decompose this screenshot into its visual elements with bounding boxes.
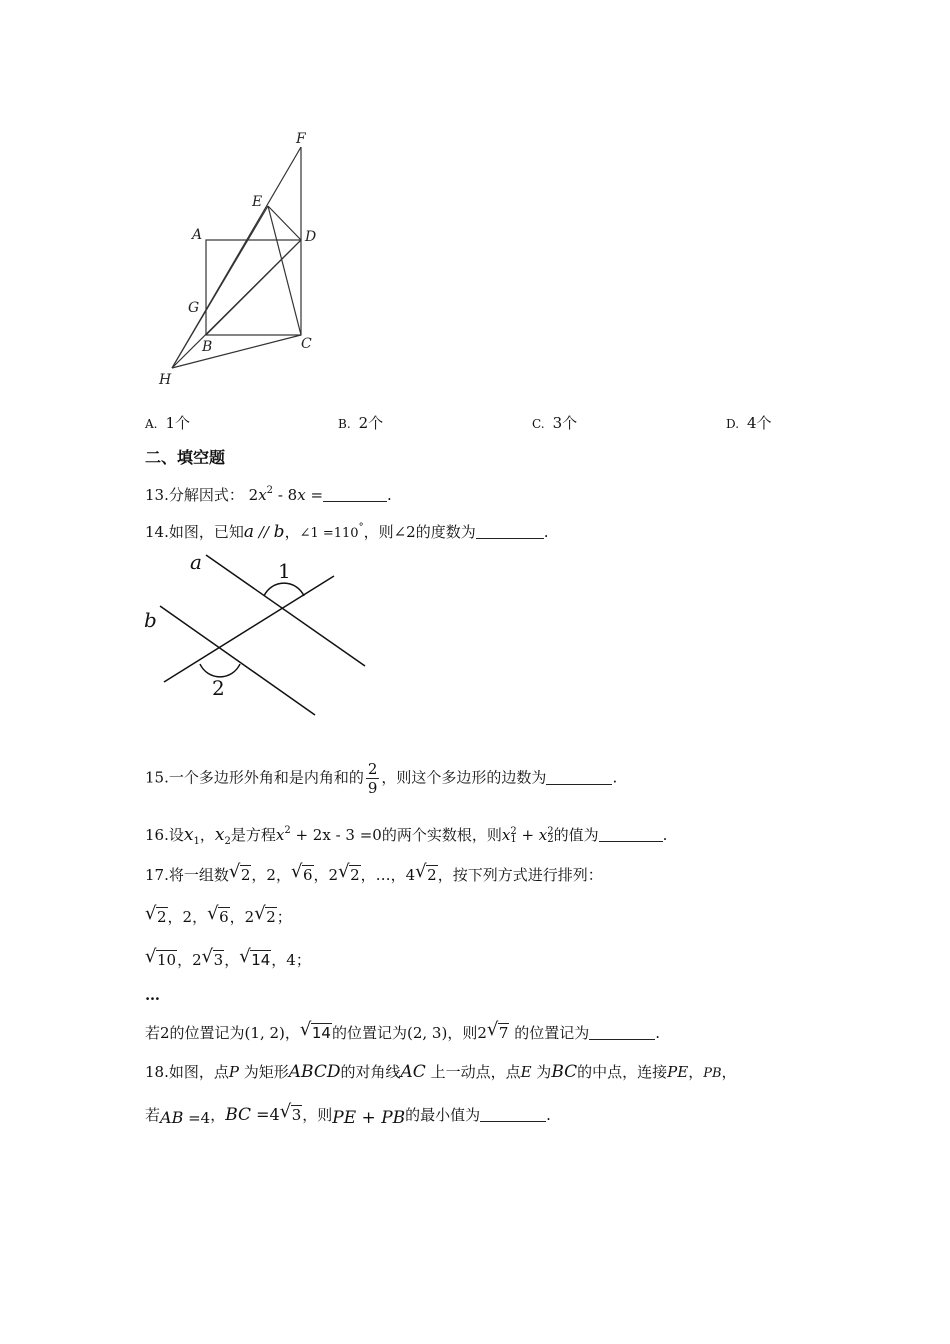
question-15: 15.一个多边形外角和是内角和的 $\frac{2}{9}$ ，则这个多边形的边数为 . (145, 760, 618, 797)
label-b: B (202, 339, 213, 355)
geometry-figure-1 (150, 125, 330, 390)
option-d: D. 4个 (726, 414, 772, 432)
ellipsis: … (145, 986, 160, 1004)
label-f: F (296, 131, 306, 147)
answer-blank-15[interactable] (546, 770, 612, 785)
transversal (164, 576, 334, 682)
label-c: C (301, 336, 312, 352)
answer-blank-17[interactable] (589, 1025, 655, 1040)
arrangement-row-1: √ 2，2， √ 6，2 √ 2； (145, 903, 292, 926)
segment-hc (172, 335, 301, 368)
arrangement-row-2: √ 10，2 √ 3， √ 14，4； (145, 946, 311, 969)
question-16: 16.设$x_1$，$x_2$是方程$x^2 + 2x - 3 =0$的两个实数根，则x 2 1 + x 2 2 的值为 . (145, 825, 668, 847)
answer-blank-13[interactable] (323, 487, 387, 502)
parallel-lines-figure (140, 545, 380, 725)
label-angle-1: 1 (278, 559, 291, 583)
section-title: 二、填空题 (145, 448, 226, 467)
line-b (160, 606, 315, 715)
label-h: H (159, 372, 172, 388)
question-13: 13.分解因式： $2x^2 - 8x$ = . (145, 485, 392, 504)
fraction-2-9: $\frac{2}{9}$ (367, 760, 378, 797)
question-14: 14.如图，已知a // b，∠1 =110°，则∠2的度数为 . (145, 522, 549, 542)
label-angle-2: 2 (212, 676, 225, 700)
question-17-part-2: 若2的位置记为(1, 2)， √ 14的位置记为(2, 3)，则2 √ 7 的位置记为 . (145, 1019, 660, 1042)
label-line-b: b (144, 608, 157, 632)
option-a: A. 1个 (145, 414, 191, 432)
answer-blank-14[interactable] (476, 524, 544, 539)
label-a: A (192, 227, 203, 243)
option-b: B. 2个 (338, 414, 384, 432)
angle-1-arc (264, 583, 304, 596)
question-18-part-2: 若AB =4，BC =4 √ 3，则PE + PB的最小值为 . (145, 1101, 551, 1128)
question-17: 17.将一组数 √ 2，2， √ 6，2 √ 2，…，4 √ 2，按下列方式进行排列： (145, 861, 603, 884)
angle-2-arc (200, 664, 240, 677)
answer-blank-18[interactable] (480, 1107, 546, 1122)
option-c: C. 3个 (532, 414, 578, 432)
label-d: D (305, 229, 317, 245)
label-e: E (252, 194, 263, 210)
question-18: 18.如图，点P 为矩形ABCD的对角线AC 上一动点，点E 为BC的中点，连接PE，PB， (145, 1062, 737, 1082)
label-line-a: a (190, 550, 202, 574)
segment-ec (268, 206, 301, 335)
label-g: G (188, 300, 200, 316)
answer-blank-16[interactable] (599, 827, 663, 842)
